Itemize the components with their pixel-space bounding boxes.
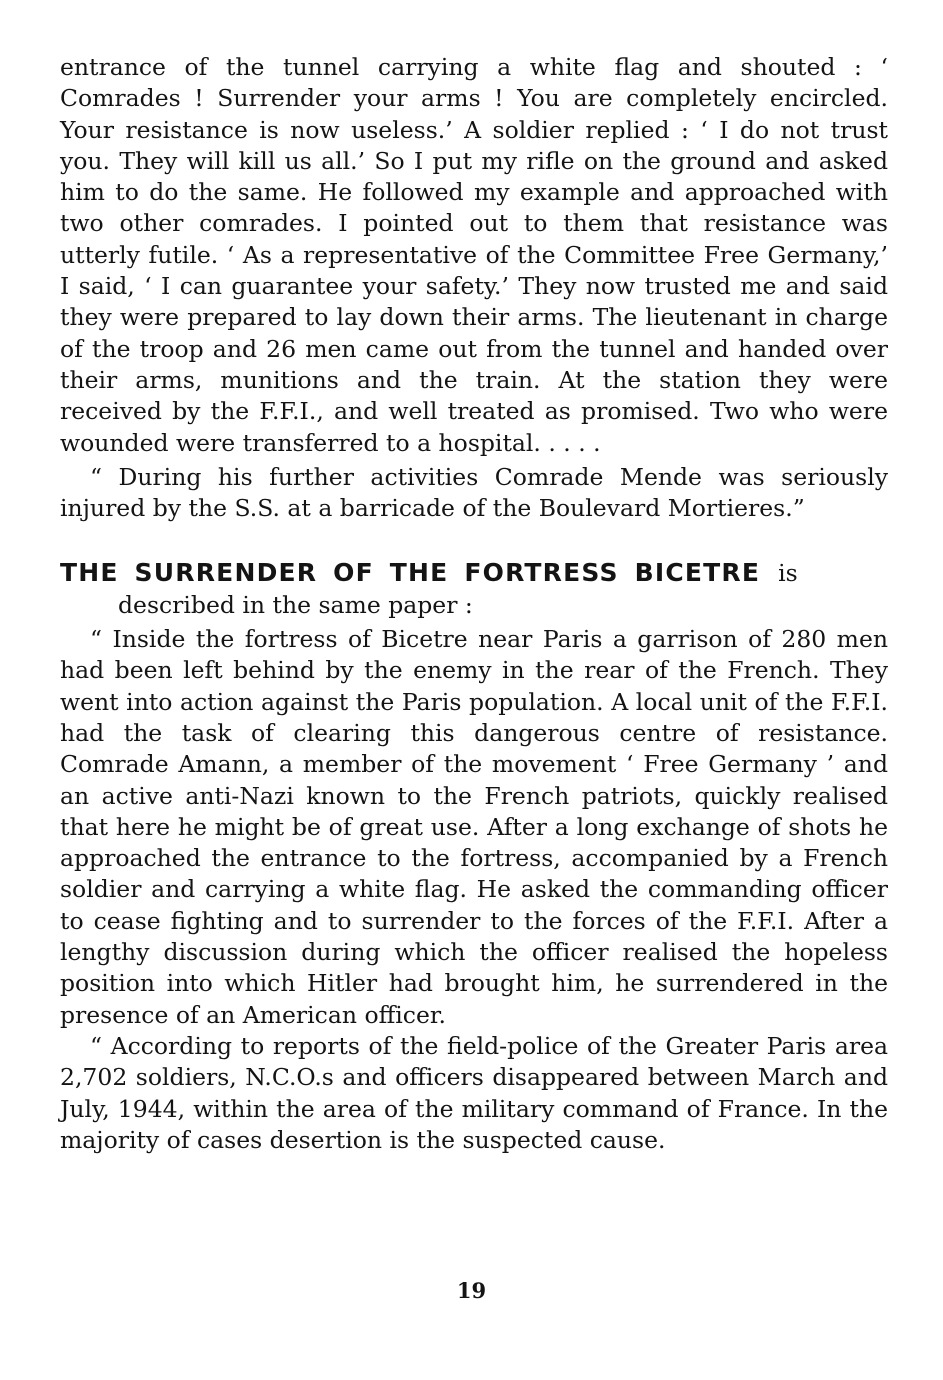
paragraph-field-police-report: “ According to reports of the field-police of the Greater Paris area 2,702 soldiers, N.C.O.s and officers disappeared between March and July, 1944, within the area of the military command of France. In the majority of cases desertion is the suspected cause. bbox=[60, 1031, 888, 1154]
page-body bbox=[60, 52, 888, 1156]
section-heading-tail: is described in the same paper : bbox=[118, 559, 798, 619]
section-heading-block bbox=[60, 557, 888, 621]
paragraph-bicetre-garrison: “ Inside the fortress of Bicetre near Paris a garrison of 280 men had been left behind by the enemy in the rear of the French. They went into action against the Paris population. A local unit of the F.F.I. had the task of clearing this dangerous centre of resistance. Comrade Amann, a member of the movement ‘ Free Germany ’ and an active anti-Nazi known to the French patriots, quickly realised that here he might be of great use. After a long exchange of shots he approached the entrance to the fortress, accompanied by a French soldier and carrying a white flag. He asked the commanding officer to cease fighting and to surrender to the forces of the F.F.I. After a lengthy discussion during which the officer realised the hopeless position into which Hitler had brought him, he surrendered in the presence of an American officer. bbox=[60, 625, 888, 1029]
section-heading: THE SURRENDER OF THE FORTRESS BICETRE bbox=[60, 558, 761, 588]
paragraph-tunnel-surrender: entrance of the tunnel carrying a white flag and shouted : ‘ Comrades ! Surrender your arms ! You are completely encircled. Your resistance is now useless.’ A soldier replied : ‘ I do not trust you. They will kill us all.’ So I put my rifle on the ground and asked him to do the same. He followed my example and approached with two other comrades. I pointed out to them that resistance was utterly futile. ‘ As a representative of the Committee Free Germany,’ I said, ‘ I can guarantee your safety.’ They now trusted me and said they were prepared to lay down their arms. The lieutenant in charge of the troop and 26 men came out from the tunnel and handed over their arms, munitions and the train. At the station they were received by the F.F.I., and well treated as promised. Two who were wounded were transferred to a hospital. . . . . bbox=[60, 53, 888, 457]
page-number: 19 bbox=[456, 1278, 487, 1303]
paragraph-mende-injured: “ During his further activities Comrade Mende was seriously injured by the S.S. at a barricade of the Boulevard Mortieres.” bbox=[60, 462, 888, 523]
